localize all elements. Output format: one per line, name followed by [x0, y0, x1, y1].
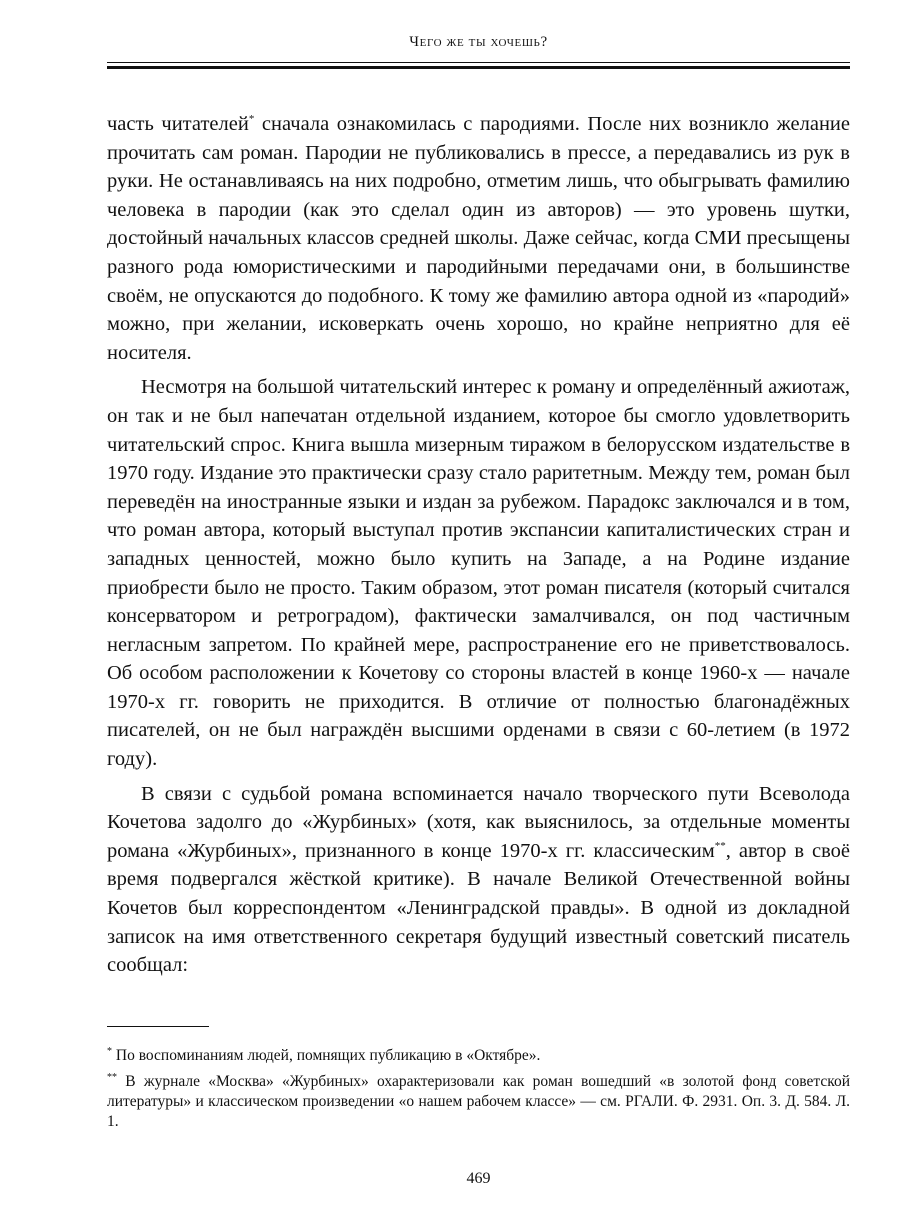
paragraph-3-rest: , автор в своё время подвергался жёсткой критике). В начале Великой Отечественной войны Кочетов был корреспондентом «Ленинградской правды». В одной из докладной записок на имя ответственного секретаря будущий известный советский писатель сообщал:	[107, 839, 851, 977]
footnote-2	[107, 1072, 850, 1132]
footnote-1	[107, 1046, 850, 1066]
paragraph-2: Несмотря на большой читательский интерес к роману и определённый ажиотаж, он так и не был напечатан отдельной изданием, которое бы смогло удовлетворить читательский спрос. Книга вышла мизерным тиражом в белорусском издательстве в 1970 году. Издание это практически сразу стало раритетным. Между тем, роман был переведён на иностранные языки и издан за рубежом. Парадокс заключался и в том, что роман автора, который выступал против экспансии капиталистических стран и западных ценностей, можно было купить на Западе, а на Родине издание приобрести было не просто. Таким образом, этот роман писателя (который считался консерватором и ретроградом), фактически замалчивался, он под частичным негласным запретом. По крайней мере, распространение его не приветствовалось. Об особом расположении к Кочетову со стороны властей в конце 1960-х — начале 1970-х гг. говорить не приходится. В отличие от полностью благонадёжных писателей, он не был награждён высшими орденами в связи с 60-летием (в 1972 году).	[107, 376, 850, 771]
footnote-2-text: В журнале «Москва» «Журбиных» охарактеризовали как роман вошедший «в золотой фонд советской литературы» и классическом произведении «о нашем рабочем классе» — см. РГАЛИ. Ф. 2931. Оп. 3. Д. 584. Л. 1.	[107, 1073, 850, 1130]
running-header: Чего же ты хочешь?	[409, 34, 548, 50]
paragraph-3-start: В связи с судьбой романа вспоминается начало творческого пути Всеволода Кочетова задолго до «Журбиных» (хотя, как выяснилось, за отдельные моменты романа «Журбиных», признанного в конце 1970-х гг. классическим	[107, 782, 850, 862]
paragraph-1-start: часть читателей	[107, 113, 249, 135]
header-rule-thick	[107, 66, 850, 69]
footnote-rule	[107, 1026, 209, 1027]
footnotes	[107, 1046, 850, 1138]
footnote-ref-2: **	[714, 840, 726, 853]
footnote-ref-1: *	[248, 113, 255, 126]
header-rule-thin	[107, 62, 850, 63]
paragraph-1-rest: сначала ознакомилась с пародиями. После них возникло желание прочитать сам роман. Пародии не публиковались в прессе, а передавались из рук в руки. Не останавливаясь на них подробно, отметим лишь, что обыгрывать фамилию человека в пародии (как это сделал один из авторов) — это уровень шутки, достойный начальных классов средней школы. Даже сейчас, когда СМИ пресыщены разного рода юмористическими и пародийными передачами они, в большинстве своём, не опускаются до подобного. К тому же фамилию автора одной из «пародий» можно, при желании, исковеркать очень хорошо, но крайне неприятно для её носителя.	[107, 113, 850, 364]
page-number: 469	[466, 1170, 491, 1187]
paragraph-1	[107, 110, 850, 367]
footnote-1-text: По воспоминаниям людей, помнящих публикацию в «Октябре».	[112, 1047, 541, 1064]
paragraph-3	[107, 780, 850, 980]
footnote-2-marker: **	[107, 1071, 117, 1083]
main-text	[107, 110, 850, 986]
footnote-1-marker: *	[107, 1045, 112, 1057]
